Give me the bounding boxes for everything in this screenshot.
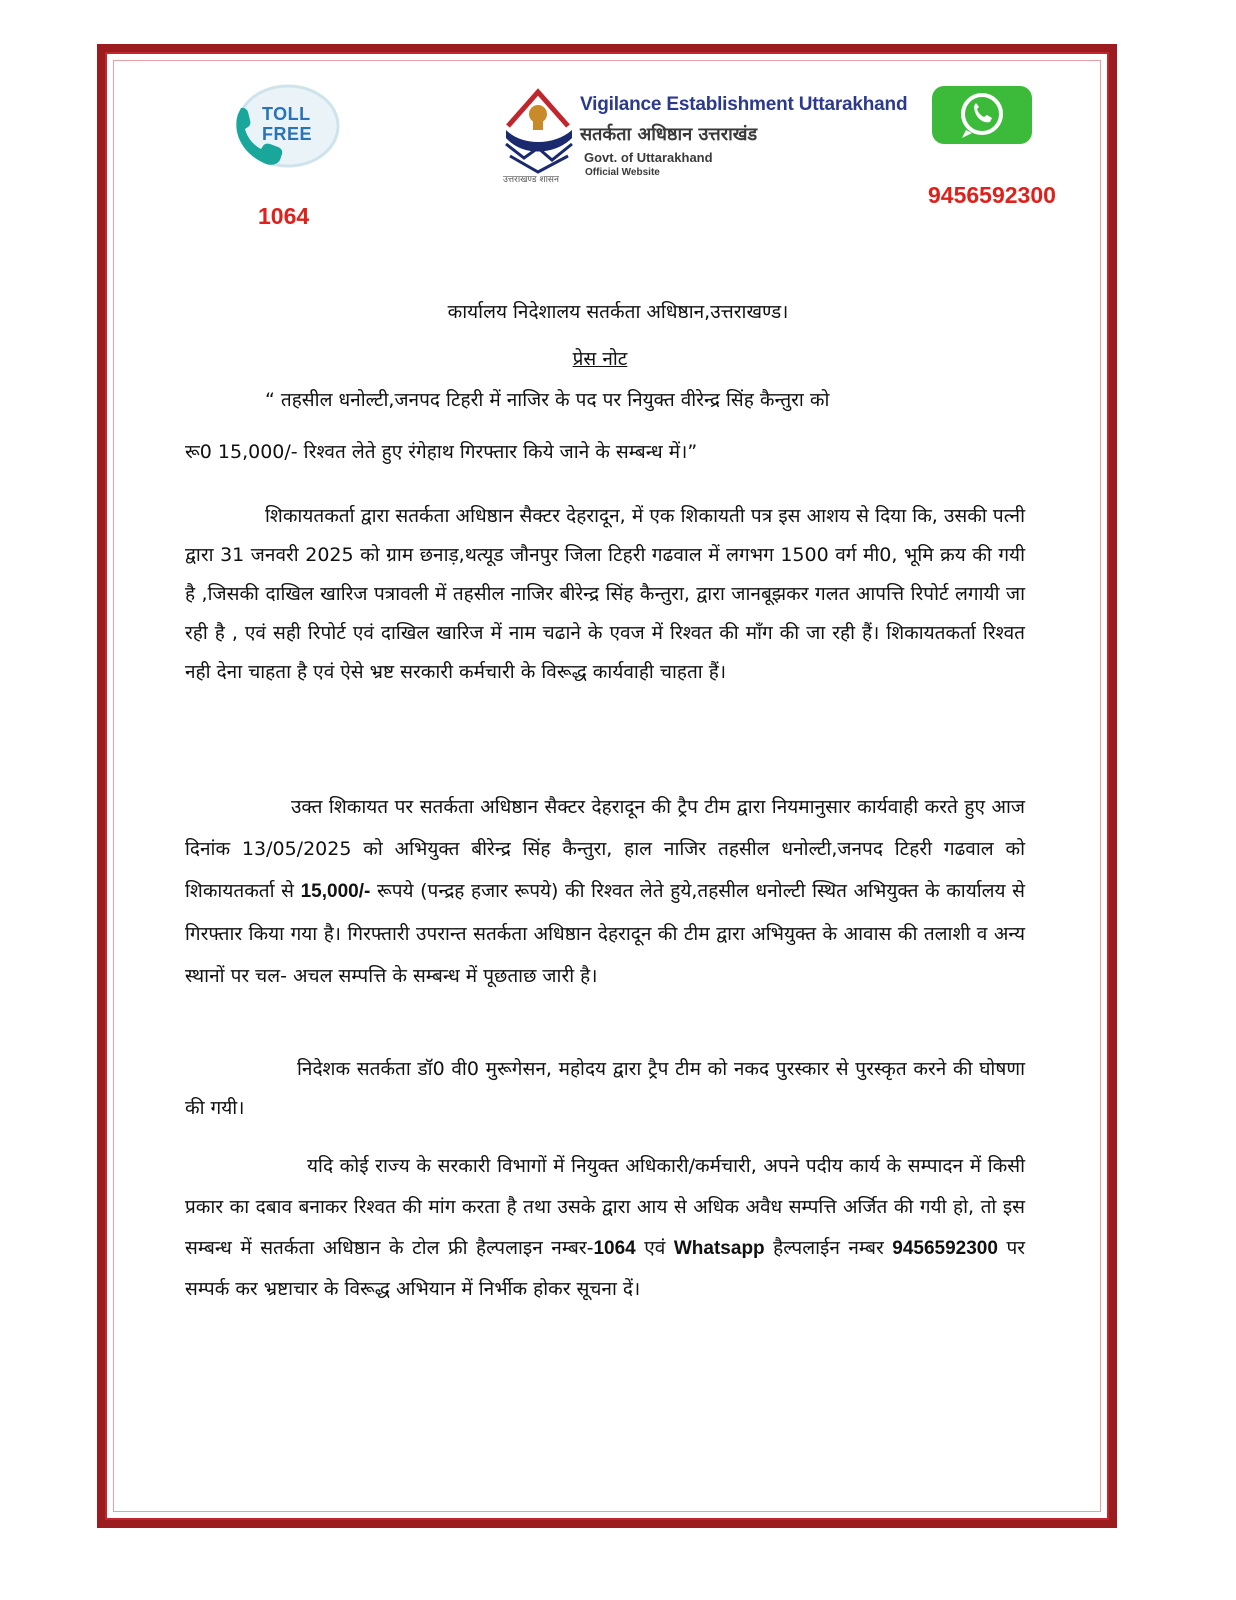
logo-title-english: Vigilance Establishment Uttarakhand <box>580 94 908 115</box>
paragraph-appeal-text-b: एवं <box>644 1237 666 1259</box>
logo-shasan-text: उत्तराखण्ड शासन <box>503 175 560 185</box>
appeal-whatsapp-number: 9456592300 <box>892 1238 998 1259</box>
office-title: कार्यालय निदेशालय सतर्कता अधिष्ठान,उत्तराखण्ड। <box>447 301 789 323</box>
paragraph-appeal-text-d: पर सम्पर्क कर भ्रष्टाचार के विरूद्ध अभियान में निर्भीक होकर सूचना दें। <box>185 1237 1026 1300</box>
logo-title-hindi: सतर्कता अधिष्ठान उत्तराखंड <box>580 124 758 145</box>
paragraph-arrest-text-b: रूपये (पन्द्रह हजार रूपये) की रिश्वत लेते हुये,तहसील धनोल्टी स्थित अभियुक्त के कार्यालय से गिरफ्तार किया गया है। गिरफ्तारी उपरान्त सतर्कता अधिष्ठान देहरादून की टीम द्वारा अभियुक्त के आवास की तलाशी व अन्य स्थानों पर चल- अचल सम्पत्ति के सम्बन्ध में पूछताछ जारी है। <box>185 880 1025 987</box>
paragraph-appeal-text-c: हैल्पलाईन नम्बर <box>773 1237 884 1259</box>
paragraph-complaint-text: शिकायतकर्ता द्वारा सतर्कता अधिष्ठान सैक्टर देहरादून, में एक शिकायती पत्र इस आशय से दिया कि, उसकी पत्नी द्वारा 31 जनवरी 2025 को ग्राम छनाड़,थत्यूड जौनपुर जिला टिहरी गढवाल में लगभग 1500 वर्ग मी0, भूमि क्रय की गयी है ,जिसकी दाखिल खारिज पत्रावली में तहसील नाजिर बीरेन्द्र सिंह कैन्तुरा, द्वारा जानबूझकर गलत आपत्ति रिपोर्ट लगायी जा रही है , एवं सही रिपोर्ट एवं दाखिल खारिज में नाम चढाने के एवज में रिश्वत की माँग की जा रही हैं। शिकायतकर्ता रिश्वत नही देना चाहता है एवं ऐसे भ्रष्ट सरकारी कर्मचारी के विरूद्ध कार्यवाही चाहता हैं। <box>185 505 1025 683</box>
appeal-whatsapp-label: Whatsapp <box>673 1238 765 1259</box>
appeal-toll-free-number: 1064 <box>593 1238 636 1259</box>
paragraph-arrest <box>185 786 1025 997</box>
toll-free-logo <box>228 84 340 170</box>
paragraph-arrest-text-a: उक्त शिकायत पर सतर्कता अधिष्ठान सैक्टर देहरादून की ट्रैप टीम द्वारा नियमानुसार कार्यवाही करते हुए आज दिनांक 13/05/2025 को अभियुक्त बीरेन्द्र सिंह कैन्तुरा, हाल नाजिर तहसील धनोल्टी,जनपद टिहरी गढवाल को शिकायतकर्ता से <box>185 796 1025 902</box>
paragraph-complaint <box>185 497 1025 692</box>
logo-official-text: Official Website <box>585 167 660 178</box>
paragraph-reward <box>185 1050 1025 1128</box>
toll-free-number: 1064 <box>258 203 310 229</box>
vigilance-emblem <box>502 86 582 182</box>
paragraph-appeal-text-a: यदि कोई राज्य के सरकारी विभागों में नियुक्त अधिकारी/कर्मचारी, अपने पदीय कार्य के सम्पादन में किसी प्रकार का दबाव बनाकर रिश्वत की मांग करता है तथा उसके द्वारा आय से अधिक अवैध सम्पत्ति अर्जित की गयी हो, तो इस सम्बन्ध में सतर्कता अधिष्ठान के टोल फ्री हैल्पलाइन नम्बर- <box>185 1155 1025 1259</box>
logo-govt-text: Govt. of Uttarakhand <box>584 150 713 165</box>
paragraph-reward-text: निदेशक सतर्कता डॉ0 वी0 मुरूगेसन, महोदय द्वारा ट्रैप टीम को नकद पुरस्कार से पुरस्कृत करने की घोषणा की गयी। <box>185 1058 1025 1119</box>
press-note-title: प्रेस नोट <box>572 348 628 370</box>
toll-free-text-line1: TOLL <box>262 104 311 124</box>
emblem-icon <box>502 86 582 182</box>
whatsapp-logo <box>932 86 1032 144</box>
subject-line-1: “ तहसील धनोल्टी,जनपद टिहरी में नाजिर के पद पर नियुक्त वीरेन्द्र सिंह कैन्तुरा को <box>265 389 830 411</box>
bribe-amount: 15,000/- <box>300 881 371 902</box>
whatsapp-number: 9456592300 <box>928 182 1056 208</box>
subject-line-2: रू0 15,000/- रिश्वत लेते हुए रंगेहाथ गिरफ्तार किये जाने के सम्बन्ध में।” <box>185 441 698 463</box>
whatsapp-icon <box>932 86 1032 144</box>
paragraph-appeal <box>185 1146 1025 1310</box>
toll-free-text-line2: FREE <box>262 124 313 144</box>
